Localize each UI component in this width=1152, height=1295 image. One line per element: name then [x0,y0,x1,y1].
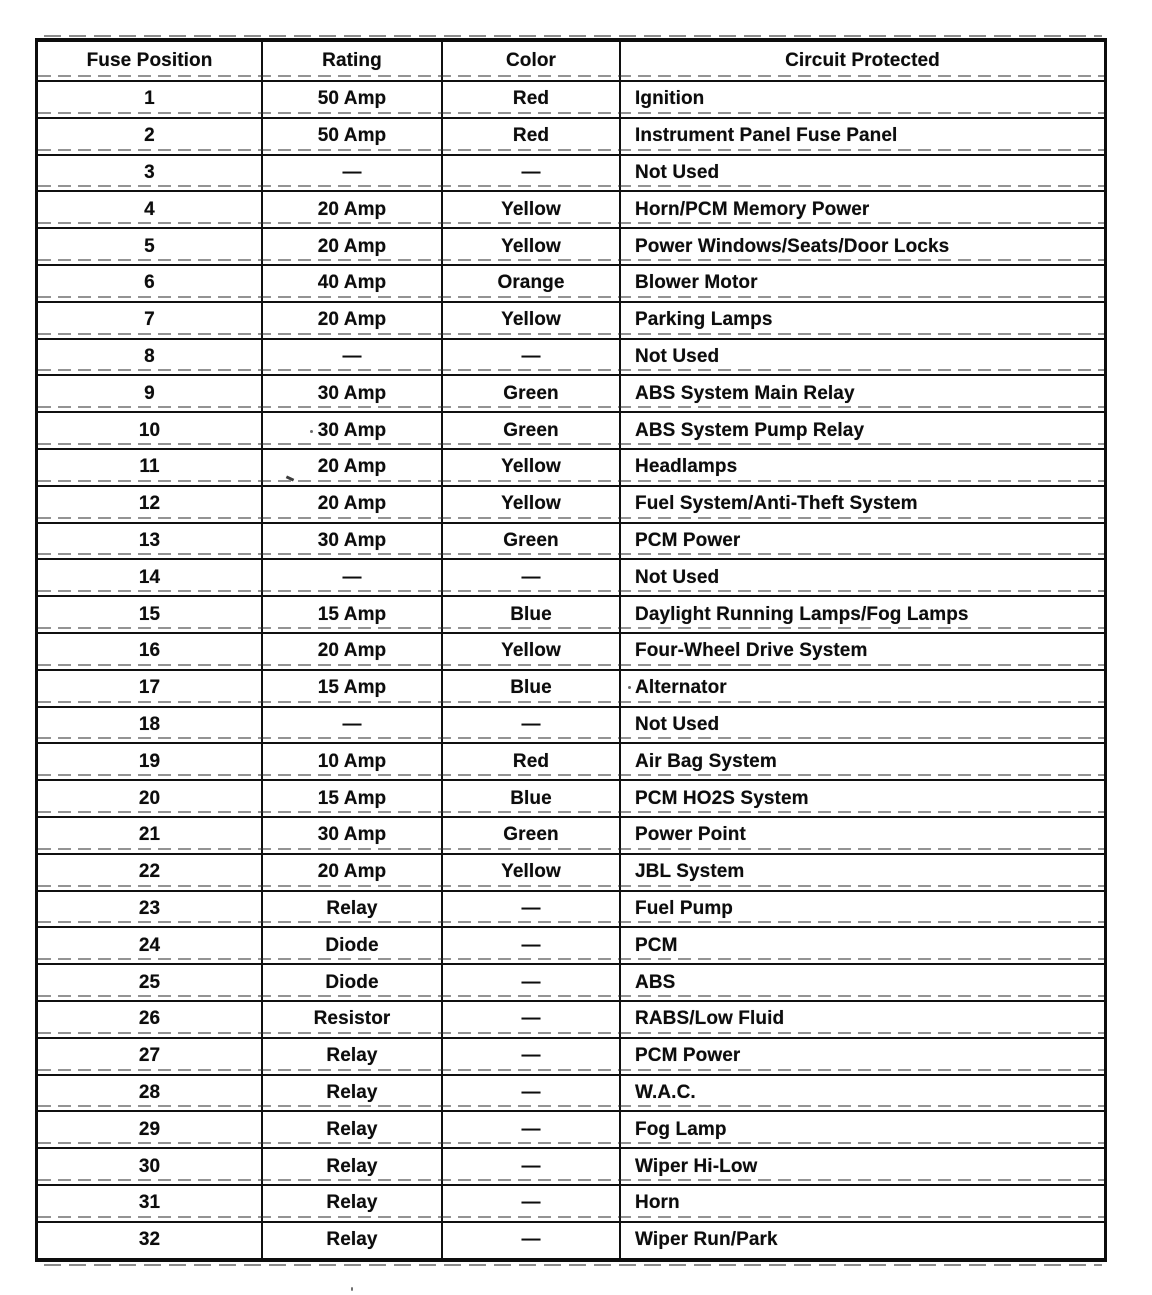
cell-fuse-position: 4 [38,192,263,227]
table-row [38,965,1104,1002]
table-row [38,524,1104,561]
cell-color: Blue [443,781,621,816]
table-row [38,1039,1104,1076]
table-row [38,266,1104,303]
table-row [38,1223,1104,1258]
cell-rating: 50 Amp [263,119,443,154]
cell-color: Red [443,119,621,154]
cell-color: — [443,1112,621,1147]
cell-fuse-position: 11 [38,450,263,485]
cell-circuit-protected: Parking Lamps [635,309,773,331]
cell-rating: Relay [263,892,443,927]
cell-color: — [443,560,621,595]
cell-fuse-position: 29 [38,1112,263,1147]
table-row [38,450,1104,487]
cell-color: Red [443,744,621,779]
cell-fuse-position: 1 [38,82,263,117]
cell-circuit-protected: Wiper Hi-Low [635,1155,758,1177]
cell-color: Yellow [443,634,621,669]
cell-rating: Diode [263,928,443,963]
cell-rating: Relay [263,1149,443,1184]
cell-rating: 30 Amp [263,524,443,559]
cell-rating: Relay [263,1112,443,1147]
cell-fuse-position: 14 [38,560,263,595]
cell-color: — [443,892,621,927]
table-row [38,597,1104,634]
cell-circuit-protected: Power Point [635,824,746,846]
cell-color: — [443,1039,621,1074]
cell-rating: 20 Amp [263,192,443,227]
cell-fuse-position: 31 [38,1186,263,1221]
cell-circuit-protected: ABS [635,971,676,993]
cell-rating: Relay [263,1186,443,1221]
table-row [38,156,1104,193]
cell-fuse-position: 22 [38,855,263,890]
cell-circuit-protected: Ignition [635,88,705,110]
cell-rating: 40 Amp [263,266,443,301]
cell-color: Yellow [443,855,621,890]
table-body [38,82,1104,1258]
cell-rating: 20 Amp [263,303,443,338]
table-row [38,82,1104,119]
cell-fuse-position: 32 [38,1223,263,1258]
cell-circuit-protected: Power Windows/Seats/Door Locks [635,235,950,257]
table-row [38,192,1104,229]
table-row [38,1186,1104,1223]
table-row [38,119,1104,156]
cell-circuit-protected: ABS System Main Relay [635,382,855,404]
table-row [38,855,1104,892]
cell-fuse-position: 23 [38,892,263,927]
cell-rating: — [263,560,443,595]
cell-circuit-protected: PCM Power [635,1045,741,1067]
cell-circuit-protected: Fuel System/Anti-Theft System [635,493,918,515]
cell-color: Green [443,376,621,411]
cell-circuit-protected: Not Used [635,345,720,367]
table-row [38,1149,1104,1186]
cell-rating: 15 Amp [263,781,443,816]
cell-fuse-position: 30 [38,1149,263,1184]
cell-rating: 20 Amp [263,855,443,890]
cell-fuse-position: 17 [38,671,263,706]
cell-fuse-position: 12 [38,487,263,522]
table-row [38,1076,1104,1113]
cell-color: Yellow [443,450,621,485]
cell-fuse-position: 18 [38,708,263,743]
cell-circuit-protected: W.A.C. [635,1081,696,1103]
table-row [38,818,1104,855]
cell-rating: 20 Amp [263,450,443,485]
cell-fuse-position: 6 [38,266,263,301]
column-header-circuit-protected: Circuit Protected [785,50,940,71]
cell-fuse-position: 20 [38,781,263,816]
cell-circuit-protected: Alternator [635,677,727,699]
cell-fuse-position: 26 [38,1002,263,1037]
cell-fuse-position: 5 [38,229,263,264]
cell-color: — [443,1076,621,1111]
cell-rating: Relay [263,1076,443,1111]
cell-fuse-position: 27 [38,1039,263,1074]
cell-circuit-protected: RABS/Low Fluid [635,1008,785,1030]
table-row [38,708,1104,745]
cell-circuit-protected: PCM [635,934,678,956]
cell-color: Yellow [443,487,621,522]
cell-circuit-protected: ABS System Pump Relay [635,419,865,441]
cell-fuse-position: 7 [38,303,263,338]
cell-fuse-position: 28 [38,1076,263,1111]
cell-circuit-protected: Horn/PCM Memory Power [635,198,870,220]
cell-color: Blue [443,597,621,632]
cell-circuit-protected: PCM Power [635,529,741,551]
cell-circuit-protected: Fog Lamp [635,1118,727,1140]
cell-circuit-protected: Daylight Running Lamps/Fog Lamps [635,603,969,625]
cell-rating: 20 Amp [263,229,443,264]
cell-fuse-position: 21 [38,818,263,853]
cell-color: — [443,340,621,375]
cell-color: — [443,1002,621,1037]
cell-color: — [443,1223,621,1258]
table-row [38,376,1104,413]
cell-fuse-position: 10 [38,413,263,448]
table-row [38,928,1104,965]
cell-circuit-protected: Not Used [635,713,720,735]
cell-circuit-protected: Wiper Run/Park [635,1229,778,1251]
cell-circuit-protected: Not Used [635,566,720,588]
cell-rating: 20 Amp [263,634,443,669]
table-row [38,487,1104,524]
table-row [38,413,1104,450]
cell-circuit-protected: Fuel Pump [635,897,734,919]
cell-rating: Resistor [263,1002,443,1037]
column-header-fuse-position: Fuse Position [38,42,263,80]
cell-circuit-protected: JBL System [635,861,745,883]
cell-rating: 30 Amp [263,818,443,853]
cell-circuit-protected: Headlamps [635,456,738,478]
cell-rating: Relay [263,1223,443,1258]
table-header-row [38,42,1104,82]
cell-circuit-protected: Not Used [635,161,720,183]
cell-color: Yellow [443,192,621,227]
table-row [38,1112,1104,1149]
cell-rating: 20 Amp [263,487,443,522]
cell-rating: Diode [263,965,443,1000]
cell-fuse-position: 16 [38,634,263,669]
table-row [38,634,1104,671]
cell-color: Green [443,524,621,559]
column-header-color: Color [443,42,621,80]
cell-color: — [443,965,621,1000]
cell-rating: 30 Amp [263,413,443,448]
cell-color: Green [443,818,621,853]
cell-color: — [443,708,621,743]
cell-rating: 10 Amp [263,744,443,779]
cell-circuit-protected: Blower Motor [635,272,758,294]
column-header-rating: Rating [263,42,443,80]
cell-circuit-protected: PCM HO2S System [635,787,809,809]
cell-fuse-position: 2 [38,119,263,154]
cell-rating: 30 Amp [263,376,443,411]
table-row [38,229,1104,266]
cell-rating: — [263,340,443,375]
cell-circuit-protected: Horn [635,1192,680,1214]
cell-color: — [443,928,621,963]
table-row [38,1002,1104,1039]
cell-color: Red [443,82,621,117]
table-row [38,781,1104,818]
table-row [38,671,1104,708]
cell-rating: Relay [263,1039,443,1074]
table-row [38,560,1104,597]
cell-color: Orange [443,266,621,301]
cell-rating: 15 Amp [263,671,443,706]
cell-color: Blue [443,671,621,706]
cell-fuse-position: 9 [38,376,263,411]
cell-fuse-position: 24 [38,928,263,963]
cell-rating: 15 Amp [263,597,443,632]
cell-color: — [443,1186,621,1221]
cell-circuit-protected: Instrument Panel Fuse Panel [635,125,898,147]
cell-color: Yellow [443,229,621,264]
cell-color: — [443,1149,621,1184]
cell-fuse-position: 15 [38,597,263,632]
cell-rating: 50 Amp [263,82,443,117]
scan-noise-speck [351,1287,353,1291]
cell-color: — [443,156,621,191]
table-row [38,892,1104,929]
cell-color: Green [443,413,621,448]
cell-fuse-position: 13 [38,524,263,559]
table-row [38,303,1104,340]
fuse-panel-table [35,38,1107,1262]
cell-rating: — [263,156,443,191]
cell-circuit-protected: Air Bag System [635,750,777,772]
cell-circuit-protected: Four-Wheel Drive System [635,640,868,662]
cell-rating: — [263,708,443,743]
cell-fuse-position: 19 [38,744,263,779]
cell-color: Yellow [443,303,621,338]
cell-fuse-position: 8 [38,340,263,375]
cell-fuse-position: 3 [38,156,263,191]
table-row [38,340,1104,377]
table-row [38,744,1104,781]
cell-fuse-position: 25 [38,965,263,1000]
